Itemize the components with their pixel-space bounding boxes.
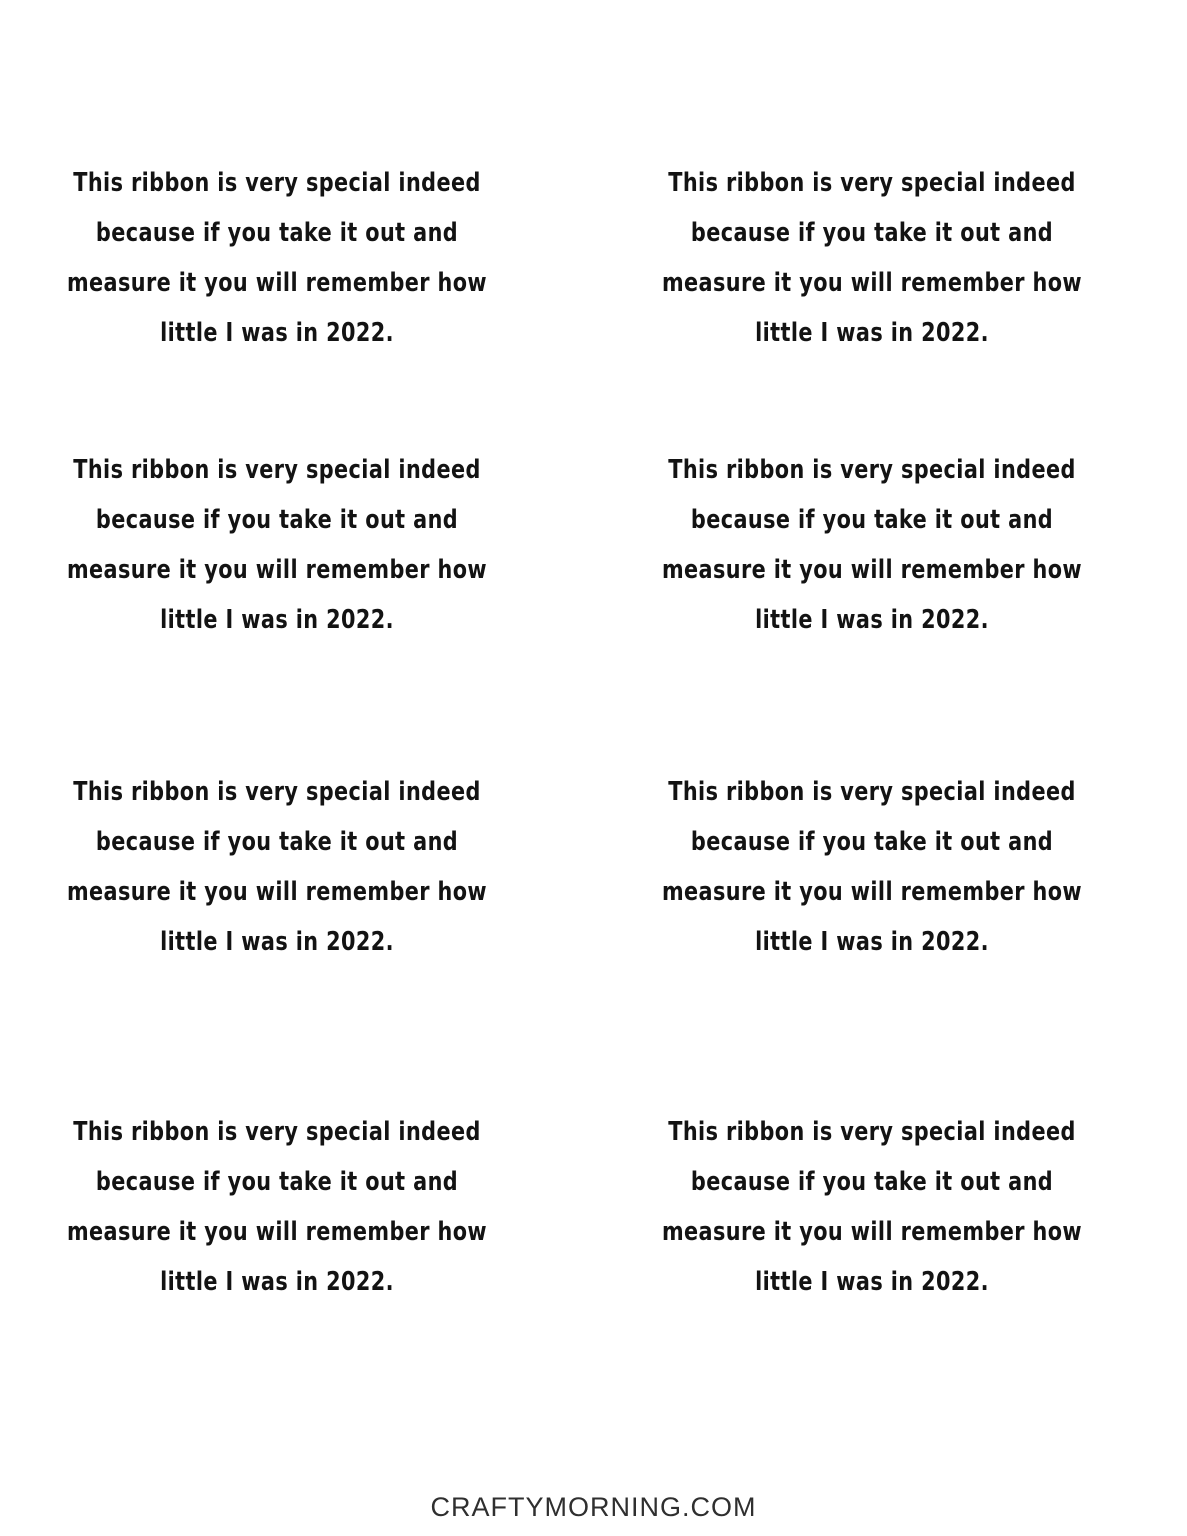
tag-line: This ribbon is very special indeed: [73, 777, 481, 807]
tag-line: measure it you will remember how: [661, 555, 1083, 585]
tag-line: This ribbon is very special indeed: [73, 168, 481, 198]
tag-line: because if you take it out and: [690, 218, 1054, 248]
tag-line: This ribbon is very special indeed: [668, 168, 1076, 198]
tag-line: measure it you will remember how: [66, 877, 488, 907]
tag-line: because if you take it out and: [95, 1167, 459, 1197]
ribbon-tag-label: [656, 445, 1088, 645]
tag-line: This ribbon is very special indeed: [73, 1117, 481, 1147]
footer-credit: CRAFTYMORNING.COM: [430, 1492, 757, 1522]
tag-line: because if you take it out and: [95, 827, 459, 857]
tag-line: little I was in 2022.: [755, 1267, 989, 1297]
tag-line: little I was in 2022.: [160, 1267, 394, 1297]
tag-line: little I was in 2022.: [160, 605, 394, 635]
tag-line: little I was in 2022.: [755, 318, 989, 348]
tag-line: measure it you will remember how: [66, 555, 488, 585]
tag-line: measure it you will remember how: [661, 1217, 1083, 1247]
ribbon-tag-label: [656, 1107, 1088, 1307]
tag-line: measure it you will remember how: [66, 268, 488, 298]
ribbon-tag-label: [61, 158, 493, 358]
ribbon-tag-label: [61, 445, 493, 645]
tag-line: because if you take it out and: [690, 827, 1054, 857]
tag-line: because if you take it out and: [690, 1167, 1054, 1197]
tag-line: little I was in 2022.: [755, 605, 989, 635]
tag-line: measure it you will remember how: [66, 1217, 488, 1247]
tag-line: because if you take it out and: [95, 218, 459, 248]
tag-line: because if you take it out and: [95, 505, 459, 535]
tag-line: measure it you will remember how: [661, 268, 1083, 298]
tag-line: This ribbon is very special indeed: [668, 1117, 1076, 1147]
ribbon-tag-label: [656, 158, 1088, 358]
tag-line: This ribbon is very special indeed: [668, 455, 1076, 485]
ribbon-tag-label: [61, 1107, 493, 1307]
tag-line: This ribbon is very special indeed: [668, 777, 1076, 807]
ribbon-tag-label: [61, 767, 493, 967]
tag-line: little I was in 2022.: [160, 927, 394, 957]
tag-line: This ribbon is very special indeed: [73, 455, 481, 485]
ribbon-tag-label: [656, 767, 1088, 967]
tag-line: because if you take it out and: [690, 505, 1054, 535]
tag-line: little I was in 2022.: [160, 318, 394, 348]
tag-line: measure it you will remember how: [661, 877, 1083, 907]
tag-line: little I was in 2022.: [755, 927, 989, 957]
